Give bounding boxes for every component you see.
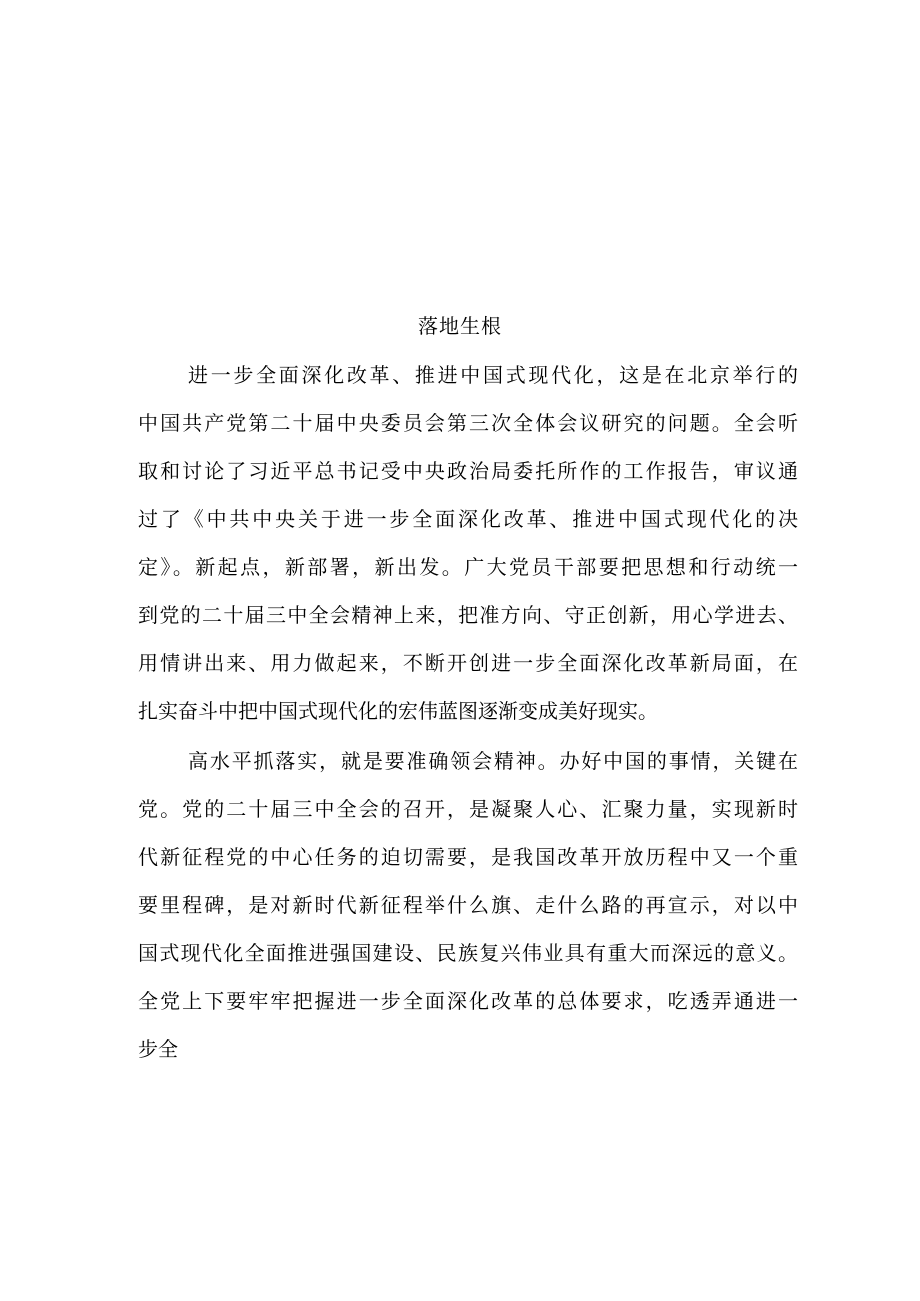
paragraph-1-line: 到党的二十届三中全会精神上来，把准方向、守正创新，用心学进去、 (138, 603, 798, 627)
document-title: 落地生根 (418, 314, 502, 338)
paragraph-1-line: 中国共产党第二十届中央委员会第三次全体会议研究的问题。全会听 (138, 411, 798, 435)
paragraph-2-line: 步全 (138, 1037, 178, 1061)
paragraph-1-line: 进一步全面深化改革、推进中国式现代化，这是在北京举行的 (188, 363, 798, 387)
paragraph-2-line: 高水平抓落实，就是要准确领会精神。办好中国的事情，关键在 (188, 749, 798, 773)
paragraph-2-line: 代新征程党的中心任务的迫切需要，是我国改革开放历程中又一个重 (138, 845, 798, 869)
paragraph-1-line: 过了《中共中央关于进一步全面深化改革、推进中国式现代化的决 (138, 507, 798, 531)
paragraph-1-line: 用情讲出来、用力做起来，不断开创进一步全面深化改革新局面，在 (138, 651, 798, 675)
paragraph-2-line: 要里程碑，是对新时代新征程举什么旗、走什么路的再宣示，对以中 (138, 893, 798, 917)
paragraph-2-line: 国式现代化全面推进强国建设、民族复兴伟业具有重大而深远的意义。 (138, 941, 798, 965)
paragraph-1-line: 扎实奋斗中把中国式现代化的宏伟蓝图逐渐变成美好现实。 (138, 699, 658, 723)
paragraph-1-line: 定》。新起点，新部署，新出发。广大党员干部要把思想和行动统一 (138, 555, 798, 579)
paragraph-2-line: 党。党的二十届三中全会的召开，是凝聚人心、汇聚力量，实现新时 (138, 797, 798, 821)
paragraph-1-line: 取和讨论了习近平总书记受中央政治局委托所作的工作报告，审议通 (138, 459, 798, 483)
paragraph-2-line: 全党上下要牢牢把握进一步全面深化改革的总体要求，吃透弄通进一 (138, 989, 798, 1013)
